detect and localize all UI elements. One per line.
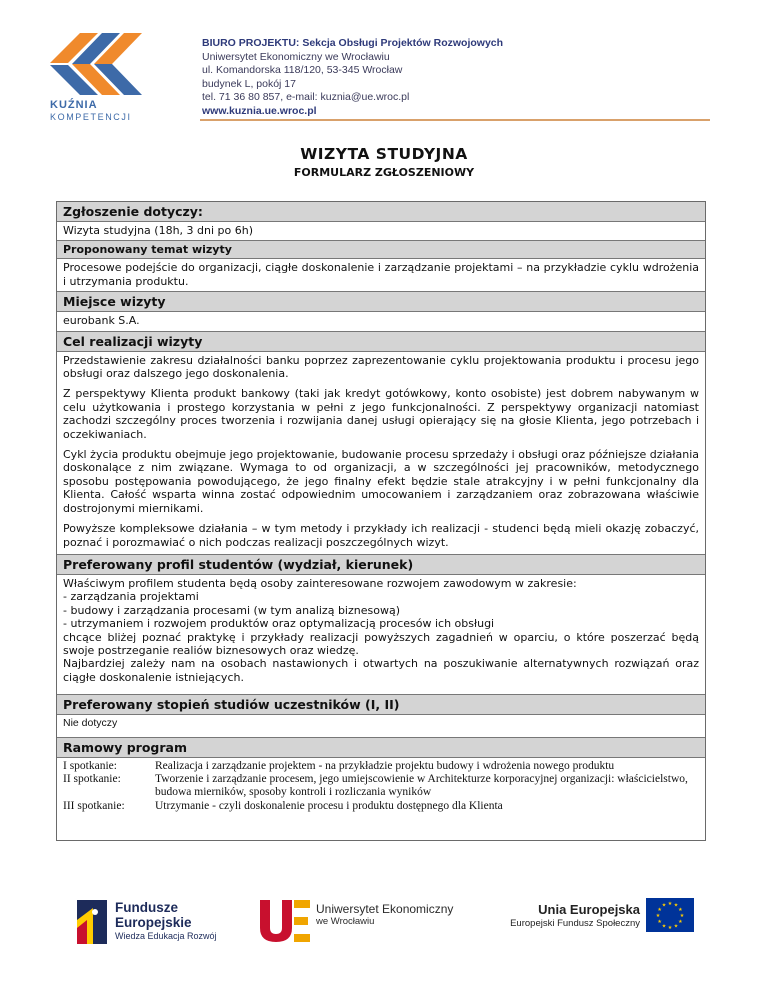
logo-line-1: KUŹNIA [50,99,98,111]
fe-line-3: Wiedza Edukacja Rozwój [115,931,217,941]
profil-paragraph: chcące bliżej poznać praktykę i przykłady realizacji powyższych zagadnień w oparciu, o które poszerzać będą swoje postrzeganie realiów biznesowych oraz wiedzę. [63,630,699,657]
section-header-cel: Cel realizacji wizyty [57,331,705,352]
profil-line: - utrzymaniem i rozwojem produktów oraz optymalizacją procesów ich obsługi [63,617,495,631]
svg-text:★: ★ [657,919,662,925]
svg-text:★: ★ [678,919,683,925]
program-item [63,800,699,813]
section-header-miejsce: Miejsce wizyty [57,291,705,312]
section-body-temat: Procesowe podejście do organizacji, ciągłe doskonalenie i zarządzanie projektami – na przykładzie cyklu wdrożenia i utrzymania produktu. [63,261,699,288]
ue-line-1: Uniwersytet Ekonomiczny [316,902,454,916]
svg-text:★: ★ [679,913,685,919]
program-item-text: Utrzymanie - czyli doskonalenie procesu i produktu dostępnego dla Klienta [155,799,503,812]
svg-text:★: ★ [673,923,679,930]
program-item [63,760,699,773]
svg-text:★: ★ [667,901,673,907]
svg-text:★: ★ [667,925,673,931]
section-body-profil [57,575,705,694]
program-item-label: I spotkanie: [63,759,117,772]
svg-text:★: ★ [655,913,661,919]
eu-line-2: Europejski Fundusz Społeczny [510,918,640,929]
contact-block [202,37,503,119]
section-header-program: Ramowy program [57,737,705,758]
svg-text:★: ★ [673,902,679,909]
profil-paragraph: Najbardziej zależy nam na osobach nastawionych i otwartych na poszukiwanie alternatywnych rozwiązań oraz ciągłe doskonalenie istniejących. [63,657,699,684]
kuznia-kompetencji-logo [50,33,150,123]
office-name: BIURO PROJEKTU: Sekcja Obsługi Projektów Rozwojowych [202,37,504,49]
application-form [56,201,706,841]
svg-text:★: ★ [678,907,683,913]
footer-logos [0,890,768,960]
eu-line-1: Unia Europejska [538,902,640,917]
section-header-temat: Proponowany temat wizyty [57,240,705,259]
cel-paragraph: Przedstawienie zakresu działalności banku poprzez zaprezentowanie cyklu projektowania produktu i procesu jego obsługi oraz dalszego jego doskonalenia. [63,353,699,381]
kuznia-logo-mark-icon [50,33,150,95]
document-title: WIZYTA STUDYJNA [300,145,468,163]
program-item [63,773,699,800]
cel-paragraph: Cykl życia produktu obejmuje jego projektowanie, budowanie procesu sprzedaży i obsługi oraz późniejsze działania doskonalące z nim związane. Wymaga to od organizacji, a w szczególności jej pracowników, metodycznego sposobu postępowania powodującego, że jego finalny efekt będzie stale atrakcyjny i w pełni funkcjonalny dla Klienta. Całość wsparta winna zostać odpowiednim umocowaniem i zarządzaniem oraz zobrazowana właściwie dostrojonymi miernikami. [63,448,699,515]
section-body-program [57,758,705,817]
document-subtitle: FORMULARZ ZGŁOSZENIOWY [293,166,475,179]
section-body-stopien: Nie dotyczy [63,717,118,730]
section-body-dotyczy: Wizyta studyjna (18h, 3 dni po 6h) [63,224,254,237]
cel-paragraph: Powyższe kompleksowe działania – w tym metody i przykłady ich realizacji - studenci będą mieli okazję zobaczyć, poznać i porozmawiać o nich podczas realizacji poszczególnych wizyt. [63,522,699,549]
section-body-miejsce: eurobank S.A. [63,314,140,328]
fundusze-europejskie-mark-icon [73,898,111,946]
svg-text:★: ★ [657,907,662,913]
section-header-dotyczy: Zgłoszenie dotyczy: [57,202,705,222]
logo-line-2: KOMPETENCJI [50,112,132,122]
fe-line-2: Europejskie [115,915,192,930]
contact-info: tel. 71 36 80 857, e-mail: kuznia@ue.wroc.pl [202,91,410,104]
eu-flag-icon [646,898,694,932]
website-link[interactable]: www.kuznia.ue.wroc.pl [202,104,317,117]
program-item-text: Realizacja i zarządzanie projektem - na przykładzie projektu budowy i wdrożenia nowego produktu [155,759,615,772]
ue-mark-icon [258,898,312,944]
cel-paragraph: Z perspektywy Klienta produkt bankowy (taki jak kredyt gotówkowy, konto osobiste) jest dobrem nabywanym w celu użytkowania i prostego korzystania w pełni z jego funkcjonalności. Z perspektywy organizacji natomiast zachodzi szczególny proces tworzenia i rozwijania danej usługi opierający się na głosie Klienta, jego potrzebach i oczekiwaniach. [63,387,699,441]
header-divider [200,119,710,121]
address: ul. Komandorska 118/120, 53-345 Wrocław [202,64,403,77]
uniwersytet-ekonomiczny-logo [258,898,454,948]
section-body-cel [57,352,705,554]
profil-line: - budowy i zarządzania procesami (w tym analizą biznesową) [63,603,400,617]
svg-text:★: ★ [661,902,667,909]
ue-line-2: we Wrocławiu [316,916,375,927]
letterhead [0,0,768,130]
section-header-stopien: Preferowany stopień studiów uczestników (I, II) [57,694,705,715]
fundusze-europejskie-logo [73,898,217,950]
profil-line: Właściwym profilem studenta będą osoby zainteresowane rozwojem zawodowym w zakresie: [63,576,577,590]
university-name: Uniwersytet Ekonomiczny we Wrocławiu [202,50,390,63]
fe-line-1: Fundusze [115,900,178,915]
profil-line: - zarządzania projektami [63,590,199,604]
program-item-text: Tworzenie i zarządzanie procesem, jego umiejscowienie w Architekturze korporacyjnej organizacji: właścicielstwo, budowa mierników, sposoby kontroli i rozliczania wyników [155,772,688,799]
program-item-label: II spotkanie: [63,772,121,785]
building: budynek L, pokój 17 [202,77,296,90]
program-item-label: III spotkanie: [63,799,125,812]
svg-text:★: ★ [661,923,667,930]
section-header-profil: Preferowany profil studentów (wydział, kierunek) [57,554,705,575]
